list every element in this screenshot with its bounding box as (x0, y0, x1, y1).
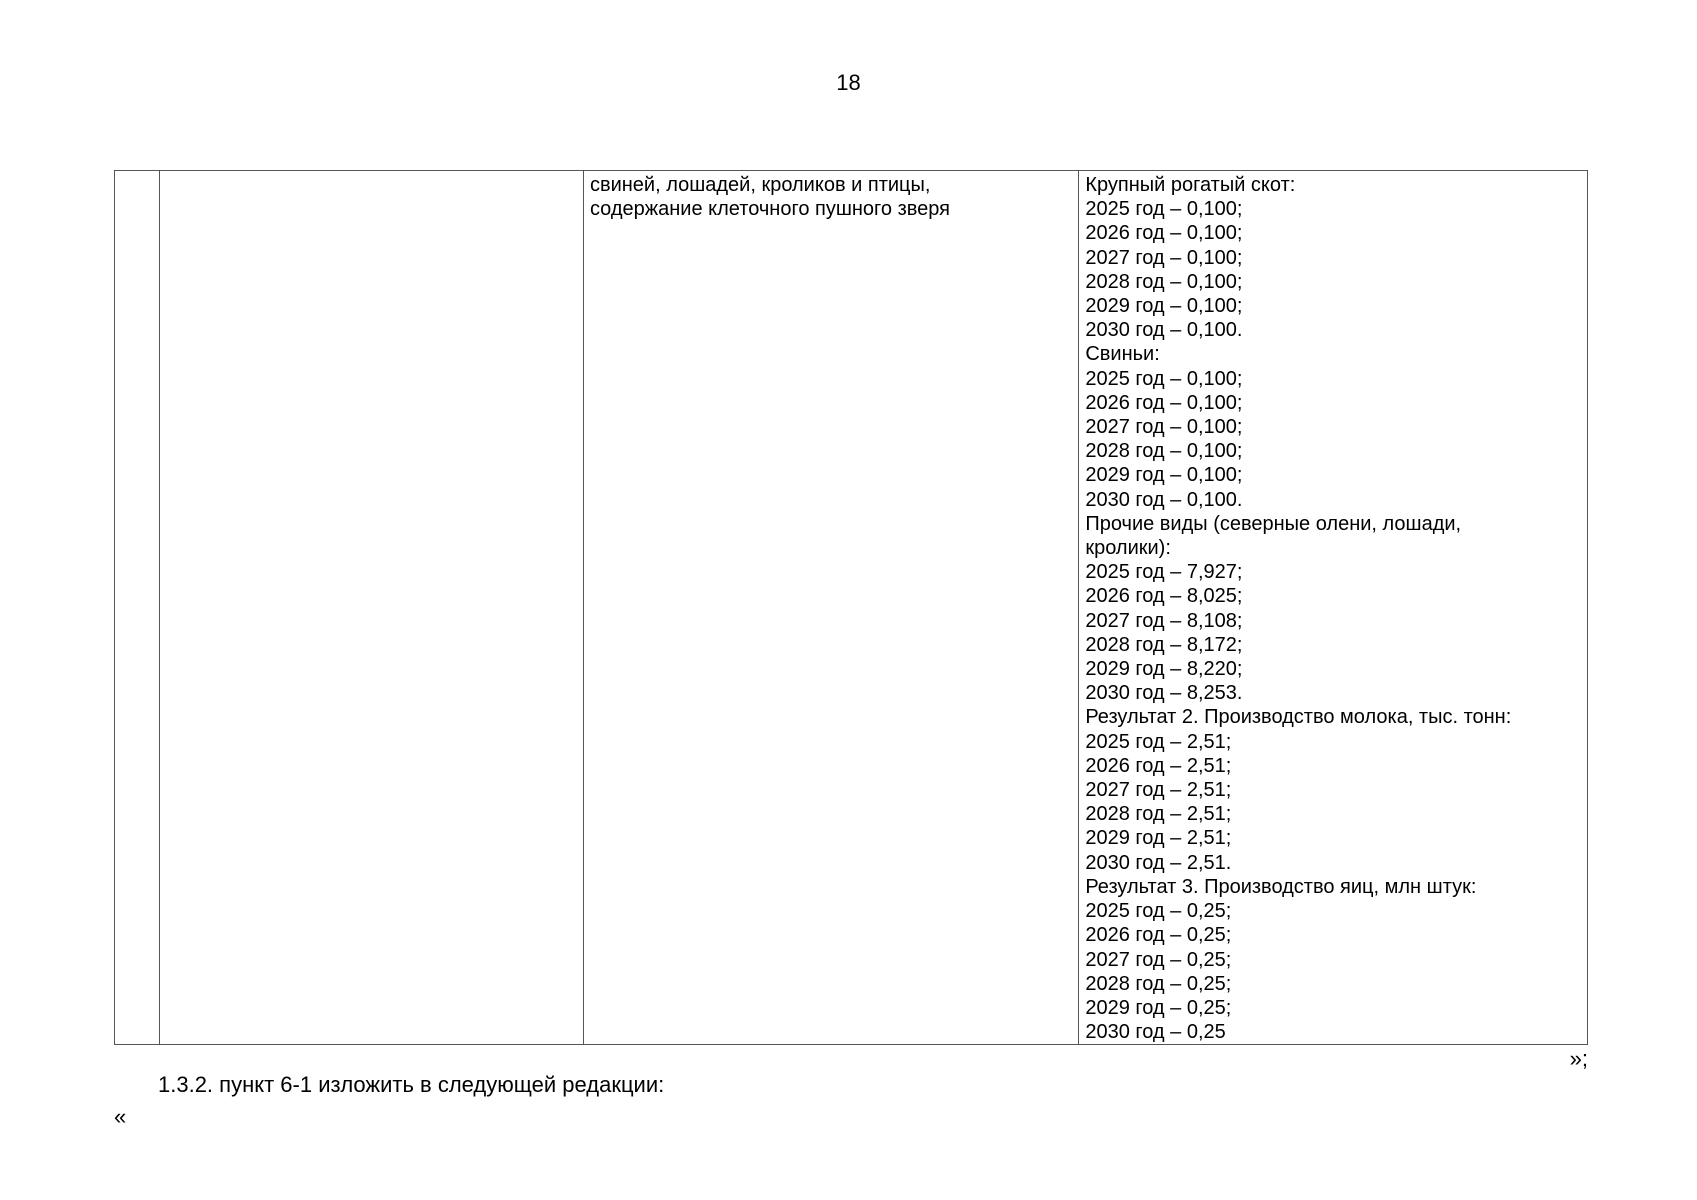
indicator-line: 2027 год – 0,100; (1085, 416, 1243, 439)
indicator-line: 2028 год – 8,172; (1085, 633, 1243, 656)
indicator-line: 2026 год – 0,100; (1085, 222, 1243, 245)
indicator-line: кролики): (1085, 537, 1171, 560)
indicator-line: 2026 год – 8,025; (1085, 585, 1243, 608)
indicator-line: 2025 год – 2,51; (1085, 730, 1232, 753)
indicator-line: 2029 год – 2,51; (1085, 827, 1232, 850)
indicator-line: 2025 год – 0,100; (1085, 198, 1243, 221)
indicator-line: 2029 год – 0,100; (1085, 464, 1243, 487)
table-cell-description (583, 171, 1078, 1045)
opening-quote: « (114, 1104, 127, 1129)
indicator-line: 2025 год – 7,927; (1085, 561, 1243, 584)
indicator-line: 2030 год – 0,25 (1085, 1021, 1226, 1044)
indicator-line: 2030 год – 8,253. (1085, 682, 1243, 705)
amendment-paragraph: 1.3.2. пункт 6-1 изложить в следующей редакции: (158, 1072, 665, 1097)
indicator-line: 2027 год – 8,108; (1085, 609, 1243, 632)
description-line: содержание клеточного пушного зверя (589, 198, 951, 221)
indicator-line: 2029 год – 0,25; (1085, 996, 1232, 1019)
table-cell-name (159, 171, 583, 1045)
indicator-line: 2030 год – 2,51. (1085, 851, 1232, 874)
indicator-line: 2028 год – 0,100; (1085, 440, 1243, 463)
indicator-line: 2026 год – 0,100; (1085, 391, 1243, 414)
indicator-line: 2027 год – 0,100; (1085, 246, 1243, 269)
indicator-line: 2028 год – 0,25; (1085, 972, 1232, 995)
indicator-line: Крупный рогатый скот: (1085, 174, 1296, 196)
table-row (115, 171, 1588, 1045)
description-text (590, 173, 1072, 221)
table-cell-indicators (1079, 171, 1588, 1045)
indicator-line: 2028 год – 0,100; (1085, 270, 1243, 293)
indicator-line: 2025 год – 0,25; (1085, 900, 1232, 923)
indicator-line: 2030 год – 0,100. (1085, 488, 1243, 511)
indicator-line: 2027 год – 0,25; (1085, 948, 1232, 971)
indicator-line: Результат 2. Производство молока, тыс. тонн: (1085, 706, 1512, 729)
document-table (114, 170, 1588, 1045)
description-line: свиней, лошадей, кроликов и птицы, (589, 174, 931, 196)
indicator-line: 2026 год – 2,51; (1085, 754, 1232, 777)
page-number: 18 (836, 70, 861, 95)
indicator-line: Свиньи: (1085, 343, 1160, 366)
indicators-text (1085, 173, 1581, 1044)
indicator-line: 2028 год – 2,51; (1085, 803, 1232, 826)
table-cell-number (115, 171, 160, 1045)
indicator-line: 2027 год – 2,51; (1085, 779, 1232, 802)
indicator-line: 2025 год – 0,100; (1085, 367, 1243, 390)
indicator-line: 2026 год – 0,25; (1085, 924, 1232, 947)
indicator-line: Прочие виды (северные олени, лошади, (1085, 512, 1462, 535)
indicator-line: 2029 год – 0,100; (1085, 295, 1243, 318)
indicator-line: 2029 год – 8,220; (1085, 658, 1243, 681)
indicator-line: 2030 год – 0,100. (1085, 319, 1243, 342)
indicator-line: Результат 3. Производство яиц, млн штук: (1085, 875, 1477, 898)
closing-quote: »; (1569, 1046, 1588, 1071)
